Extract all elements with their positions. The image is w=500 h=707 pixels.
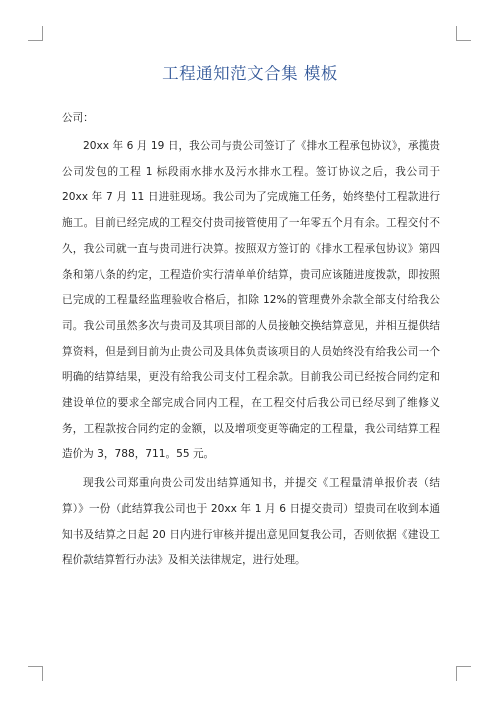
body-paragraph-1: 20xx 年 6 月 19 日，我公司与贵公司签订了《排水工程承包协议》，承揽贵公司发包的工程 1 标段雨水排水及污水排水工程。签订协议之后，我公司于 20xx 年 7 月 11 日进驻现场。我公司为了完成施工任务，始终垫付工程款进行施工。目前已经完成的工程交付贵司接管使用了一年零五个月有余。工程交付不久，我公司就一直与贵司进行决算。按照双方签订的《排水工程承包协议》第四条和第八条的约定，工程造价实行清单单价结算，贵司应该随进度拨款，即按照已完成的工程量经监理验收合格后，扣除 12%的管理费外余款全部支付给我公司。我公司虽然多次与贵司及其项目部的人员接触交换结算意见，并相互提供结算资料，但是到目前为止贵公司及具体负责该项目的人员始终没有给我公司一个明确的结算结果，更没有给我公司支付工程余款。目前我公司已经按合同约定和建设单位的要求全部完成合同内工程，在工程交付后我公司已经尽到了维修义务，工程款按合同约定的金额，以及增项变更等确定的工程量，我公司结算工程造价为 3，788，711。55 元。: [62, 140, 440, 461]
crop-mark-bottom-right: [456, 666, 471, 681]
crop-mark-top-left: [28, 26, 43, 41]
crop-mark-bottom-left: [28, 666, 43, 681]
crop-mark-top-right: [456, 26, 471, 41]
document-title: 工程通知范文合集 模板: [162, 64, 338, 83]
document-body: [62, 108, 440, 574]
salutation: 公司：: [62, 112, 94, 124]
body-paragraph-2: 现我公司郑重向贵公司发出结算通知书，并提交《工程量清单报价表（结算）》一份（此结算我公司也于 20xx 年 1 月 6 日提交贵司）望贵司在收到本通知书及结算之日起 20 日内进行审核并提出意见回复我公司，否则依据《建设工程价款结算暂行办法》及相关法律规定，进行处理。: [62, 477, 440, 567]
